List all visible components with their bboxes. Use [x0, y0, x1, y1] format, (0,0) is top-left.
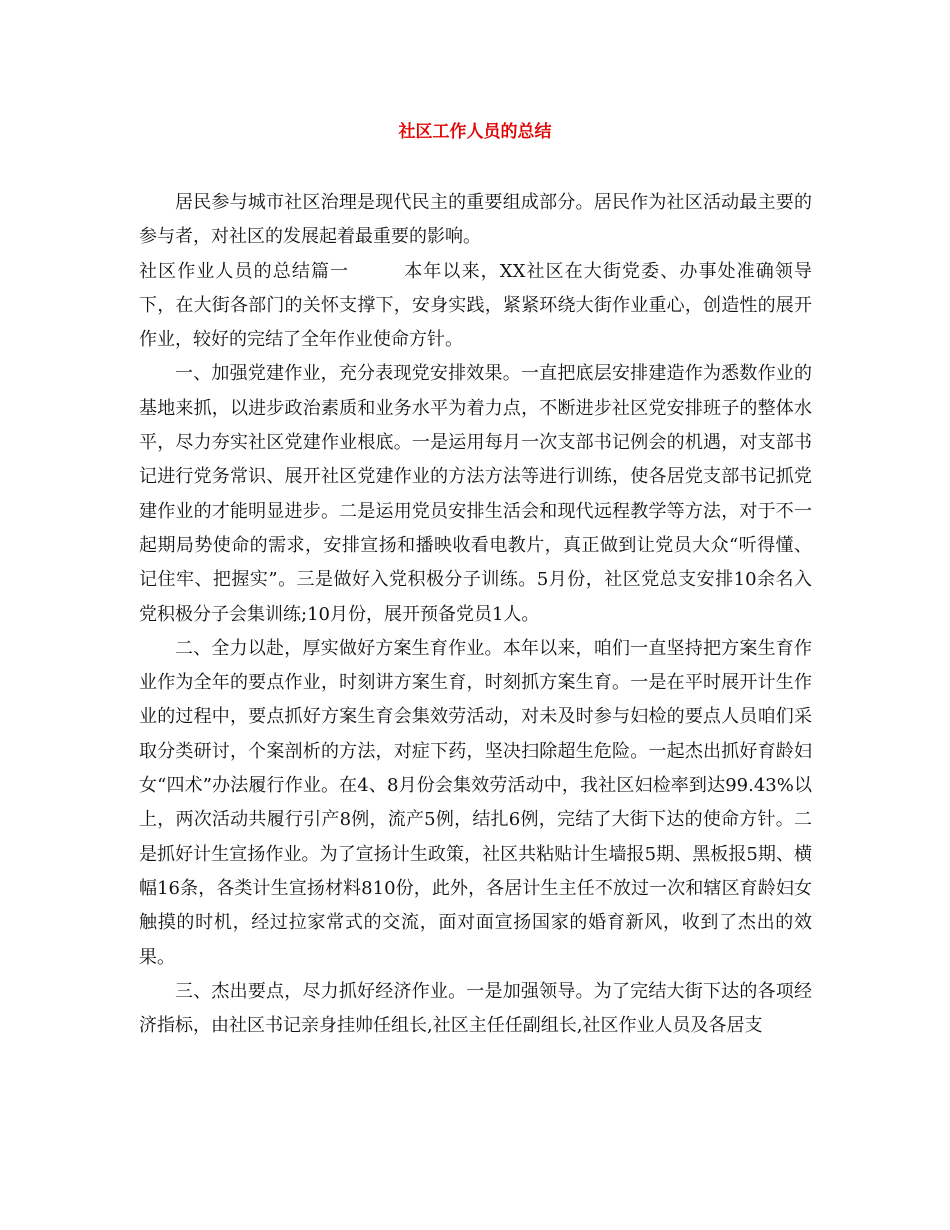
document-body — [139, 186, 812, 1043]
section-lead: 本年以来，XX社区在大街党委、办事处准确领导下，在大街各部门的关怀支撑下，安身实践，紧紧环绕大街作业重心，创造性的展开作业，较好的完结了全年作业使命方针。 — [139, 260, 812, 351]
intro-paragraph: 居民参与城市社区治理是现代民主的重要组成部分。居民作为社区活动最主要的参与者，对社区的发展起着最重要的影响。 — [139, 192, 812, 248]
section-label: 社区作业人员的总结篇一 — [139, 260, 350, 282]
section-paragraph — [139, 255, 812, 358]
body-paragraph-3: 三、杰出要点，尽力抓好经济作业。一是加强领导。为了完结大街下达的各项经济指标，由社区书记亲身挂帅任组长,社区主任任副组长,社区作业人员及各居支 — [139, 980, 812, 1037]
body-paragraph-1: 一、加强党建作业，充分表现党安排效果。一直把底层安排建造作为悉数作业的基地来抓，以进步政治素质和业务水平为着力点，不断进步社区党安排班子的整体水平，尽力夯实社区党建作业根底。一是运用每月一次支部书记例会的机遇，对支部书记进行党务常识、展开社区党建作业的方法方法等进行训练，使各居党支部书记抓党建作业的才能明显进步。二是运用党员安排生活会和现代远程教学等方法，对于不一起期局势使命的需求，安排宣扬和播映收看电教片，真正做到让党员大众“听得懂、记住牢、把握实”。三是做好入党积极分子训练。5月份，社区党总支安排10余名入党积极分子会集训练;10月份，展开预备党员1人。 — [139, 363, 812, 625]
document-title: 社区工作人员的总结 — [398, 122, 552, 142]
body-paragraph-2: 二、全力以赴，厚实做好方案生育作业。本年以来，咱们一直坚持把方案生育作业作为全年的要点作业，时刻讲方案生育，时刻抓方案生育。一是在平时展开计生作业的过程中，要点抓好方案生育会集效劳活动，对未及时参与妇检的要点人员咱们采取分类研讨，个案剖析的方法，对症下药，坚决扫除超生危险。一起杰出抓好育龄妇女“四术”办法履行作业。在4、8月份会集效劳活动中，我社区妇检率到达99.43%以上，两次活动共履行引产8例，流产5例，结扎6例，完结了大街下达的使命方针。二是抓好计生宣扬作业。为了宣扬计生政策，社区共粘贴计生墙报5期、黑板报5期、横幅16条，各类计生宣扬材料810份，此外，各居计生主任不放过一次和辖区育龄妇女触摸的时机，经过拉家常式的交流，面对面宣扬国家的婚育新风，收到了杰出的效果。 — [139, 637, 812, 968]
